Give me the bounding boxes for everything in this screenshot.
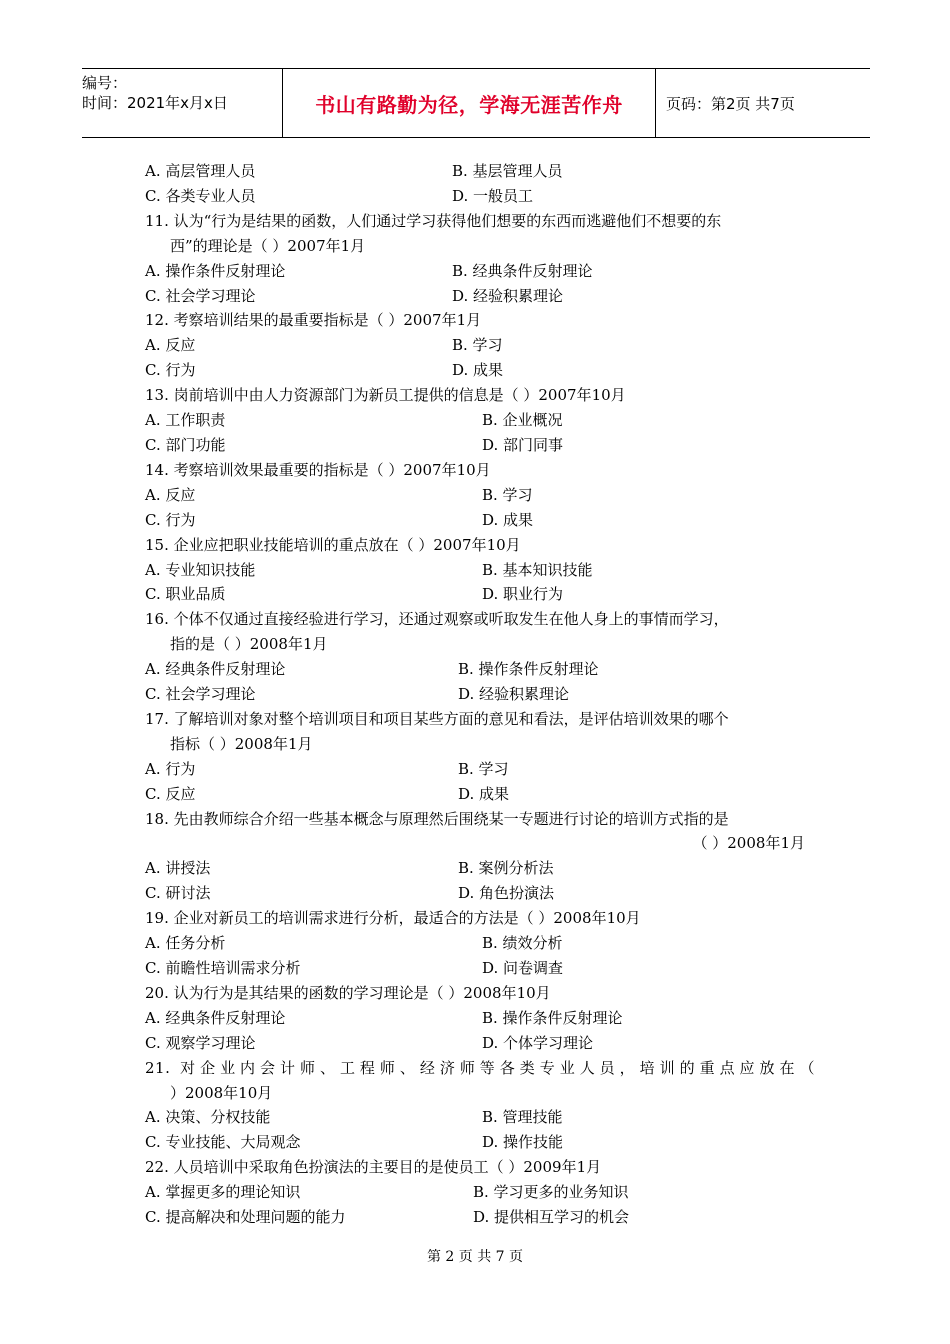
option-row [145, 483, 815, 508]
question-stem: 18. 先由教师综合介绍一些基本概念与原理然后围绕某一专题进行讨论的培训方式指的是 [145, 809, 729, 828]
option-a: A. 任务分析 [145, 934, 226, 953]
option-a: A. 决策、分权技能 [145, 1108, 271, 1127]
question-stem: 12. 考察培训结果的最重要指标是（ ）2007年1月 [145, 311, 482, 330]
header-meta [82, 69, 282, 137]
option-b: B. 学习更多的业务知识 [473, 1183, 629, 1202]
option-c: C. 职业品质 [145, 585, 226, 604]
question-list [145, 159, 815, 1230]
question-stem: 19. 企业对新员工的培训需求进行分析，最适合的方法是（ ）2008年10月 [145, 909, 641, 928]
option-d: D. 经验积累理论 [452, 286, 564, 305]
question-stem: 17. 了解培训对象对整个培训项目和项目某些方面的意见和看法，是评估培训效果的哪个 [145, 709, 729, 728]
option-d: D. 部门同事 [482, 435, 564, 454]
option-b: B. 学习 [482, 485, 533, 504]
option-d: D. 操作技能 [482, 1133, 564, 1152]
question-q10 [145, 159, 815, 209]
question-stem: 16. 个体不仅通过直接经验进行学习，还通过观察或听取发生在他人身上的事情而学习， [145, 610, 729, 629]
question-stem-continued: （ ）2008年1月 [692, 834, 805, 853]
option-b: B. 操作条件反射理论 [458, 660, 599, 679]
option-row [145, 558, 815, 583]
option-b: B. 管理技能 [482, 1108, 563, 1127]
question-q13 [145, 383, 815, 458]
option-a: A. 掌握更多的理论知识 [145, 1183, 301, 1202]
question-q11 [145, 209, 815, 309]
question-stem: 15. 企业应把职业技能培训的重点放在（ ）2007年10月 [145, 535, 521, 554]
option-row [145, 358, 815, 383]
option-a: A. 工作职责 [145, 411, 226, 430]
option-b: B. 经典条件反射理论 [452, 261, 593, 280]
question-stem-continued: 西”的理论是（ ）2007年1月 [170, 236, 366, 255]
option-b: B. 企业概况 [482, 411, 563, 430]
option-b: B. 操作条件反射理论 [482, 1008, 623, 1027]
option-b: B. 学习 [452, 336, 503, 355]
document-number-label: 编号： [82, 74, 128, 92]
option-row [145, 508, 815, 533]
option-d: D. 角色扮演法 [458, 884, 555, 903]
option-c: C. 观察学习理论 [145, 1033, 256, 1052]
option-row [145, 881, 815, 906]
option-d: D. 问卷调查 [482, 959, 564, 977]
option-d: D. 个体学习理论 [482, 1033, 594, 1052]
option-a: A. 讲授法 [145, 859, 211, 878]
option-a: A. 经典条件反射理论 [145, 660, 286, 679]
option-row [145, 657, 815, 682]
question-q18 [145, 807, 815, 907]
option-b: B. 案例分析法 [458, 859, 554, 878]
option-d: D. 职业行为 [482, 585, 564, 604]
option-c: C. 反应 [145, 784, 196, 803]
page-footer: 第 2 页 共 7 页 [426, 1249, 524, 1265]
option-a: A. 经典条件反射理论 [145, 1008, 286, 1027]
option-c: C. 各类专业人员 [145, 186, 256, 205]
option-row [145, 1031, 815, 1056]
option-row [145, 433, 815, 458]
option-row [145, 284, 815, 309]
option-c: C. 行为 [145, 510, 196, 529]
question-stem: 13. 岗前培训中由人力资源部门为新员工提供的信息是（ ）2007年10月 [145, 386, 626, 405]
question-q21 [145, 1056, 815, 1156]
option-b: B. 基层管理人员 [452, 162, 563, 180]
option-row [145, 1205, 815, 1230]
option-c: C. 前瞻性培训需求分析 [145, 959, 301, 977]
option-a: A. 行为 [145, 759, 196, 778]
option-row [145, 956, 815, 981]
option-row [145, 856, 815, 881]
option-a: A. 反应 [145, 336, 196, 355]
question-stem: 20. 认为行为是其结果的函数的学习理论是（ ）2008年10月 [145, 983, 551, 1002]
question-q22 [145, 1155, 815, 1230]
option-d: D. 一般员工 [452, 186, 534, 205]
question-q17 [145, 707, 815, 807]
question-q19 [145, 906, 815, 981]
page-header [82, 68, 870, 138]
header-motto: 书山有路勤为径，学海无涯苦作舟 [282, 69, 656, 137]
question-q16 [145, 607, 815, 707]
option-c: C. 行为 [145, 361, 196, 380]
question-stem: 22. 人员培训中采取角色扮演法的主要目的是使员工（ ）2009年1月 [145, 1158, 602, 1177]
option-c: C. 社会学习理论 [145, 286, 256, 305]
option-a: A. 专业知识技能 [145, 560, 256, 579]
option-c: C. 社会学习理论 [145, 685, 256, 704]
option-row [145, 757, 815, 782]
question-stem-continued: ）2008年10月 [170, 1083, 273, 1102]
option-row [145, 184, 815, 209]
option-row [145, 1130, 815, 1155]
option-d: D. 成果 [452, 361, 504, 380]
option-d: D. 提供相互学习的机会 [473, 1208, 630, 1227]
option-c: C. 专业技能、大局观念 [145, 1133, 301, 1152]
option-c: C. 研讨法 [145, 884, 211, 903]
document-time-label: 时间：2021年x月x日 [82, 94, 228, 112]
option-row [145, 1180, 815, 1205]
question-stem: 14. 考察培训效果最重要的指标是（ ）2007年10月 [145, 460, 491, 479]
option-b: B. 学习 [458, 759, 509, 778]
option-a: A. 反应 [145, 485, 196, 504]
header-page-info: 页码：第2页 共7页 [666, 94, 795, 113]
option-row [145, 159, 815, 184]
option-row [145, 333, 815, 358]
option-c: C. 提高解决和处理问题的能力 [145, 1208, 346, 1227]
question-q14 [145, 458, 815, 533]
option-row [145, 682, 815, 707]
question-stem-continued: 指标（ ）2008年1月 [170, 734, 313, 753]
question-q12 [145, 308, 815, 383]
option-row [145, 782, 815, 807]
option-row [145, 259, 815, 284]
option-row [145, 1105, 815, 1130]
question-q15 [145, 533, 815, 608]
question-stem: 11. 认为“行为是结果的函数，人们通过学习获得他们想要的东西而逃避他们不想要的东 [145, 211, 722, 230]
option-row [145, 1006, 815, 1031]
option-row [145, 931, 815, 956]
option-d: D. 成果 [482, 510, 534, 529]
option-c: C. 部门功能 [145, 435, 226, 454]
option-row [145, 582, 815, 607]
question-stem-continued: 指的是（ ）2008年1月 [170, 635, 328, 654]
option-a: A. 高层管理人员 [145, 162, 256, 180]
option-d: D. 成果 [458, 784, 510, 803]
option-b: B. 绩效分析 [482, 934, 563, 953]
question-q20 [145, 981, 815, 1056]
option-row [145, 408, 815, 433]
option-d: D. 经验积累理论 [458, 685, 570, 704]
question-stem: 21. 对企业内会计师、工程师、经济师等各类专业人员，培训的重点应放在（ [145, 1058, 815, 1077]
option-a: A. 操作条件反射理论 [145, 261, 286, 280]
option-b: B. 基本知识技能 [482, 560, 593, 579]
